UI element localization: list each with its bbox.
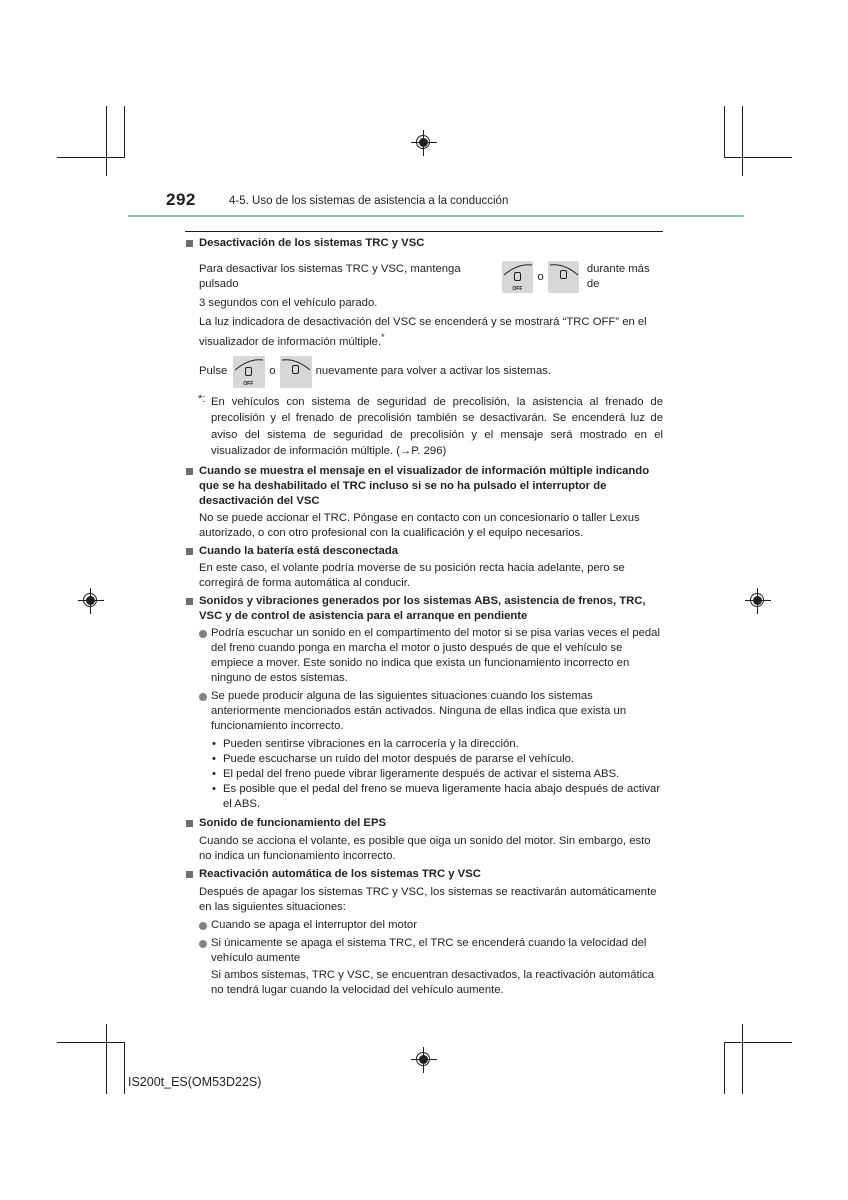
registration-mark-icon xyxy=(745,588,771,614)
registration-mark-icon xyxy=(411,1047,437,1073)
sub-list-item: • Puede escucharse un ruido del motor después de pararse el vehículo. xyxy=(212,752,575,765)
paragraph: Si ambos sistemas, TRC y VSC, se encuentran desactivados, la reactivación automática no tendrá lugar cuando la velocidad del vehículo aumente. xyxy=(211,968,655,996)
vsc-off-button-icon: OFF xyxy=(233,356,265,388)
paragraph: Para desactivar los sistemas TRC y VSC, mantenga pulsado OFF o durante más de xyxy=(199,263,650,292)
square-bullet-icon xyxy=(186,240,193,247)
list-item: Se puede producir alguna de las siguientes situaciones cuando los sistemas anteriormente mencionados están activados. Ninguna de ellas indica que exista un funcionamiento incorrecto. xyxy=(185,689,663,734)
crop-mark xyxy=(106,106,107,176)
header-rule xyxy=(128,215,744,217)
crop-mark xyxy=(742,1024,743,1094)
vsc-off-button-alt-icon xyxy=(280,356,312,388)
crop-mark xyxy=(724,157,792,158)
list-item: Cuando se apaga el interruptor del motor xyxy=(185,918,663,933)
section-heading: Cuando la batería está desconectada xyxy=(185,544,663,559)
round-bullet-icon xyxy=(199,693,207,701)
square-bullet-icon xyxy=(186,871,193,878)
square-bullet-icon xyxy=(186,468,193,475)
document-code: IS200t_ES(OM53D22S) xyxy=(128,1075,262,1089)
footnote: *: En vehículos con sistema de seguridad de precolisión, la asistencia al frenado de precolisión y el frenado de precolisión también se desactivarán. Se encenderá luz de aviso del sistema de seguridad de precolisión y el mensaje será mostrado en el visualizador de información múltiple. (→P. 296) xyxy=(198,392,663,458)
round-bullet-icon xyxy=(199,940,207,948)
vsc-off-button-alt-icon xyxy=(548,261,579,293)
sub-list-item: • Es posible que el pedal del freno se mueva ligeramente hacia abajo después de activar el ABS. xyxy=(212,782,661,810)
paragraph: Cuando se acciona el volante, es posible que oiga un sonido del motor. Sin embargo, esto no indica un funcionamiento incorrecto. xyxy=(199,834,651,862)
crop-mark xyxy=(724,1042,725,1094)
section-title: 4-5. Uso de los sistemas de asistencia a la conducción xyxy=(229,195,509,207)
paragraph: La luz indicadora de desactivación del VSC se encenderá y se mostrará “TRC OFF” en el visualizador de información múltiple.* xyxy=(199,316,647,348)
section-heading: Sonido de funcionamiento del EPS xyxy=(185,816,663,831)
crop-mark xyxy=(57,157,125,158)
crop-mark xyxy=(724,106,725,158)
sub-list-item: • El pedal del freno puede vibrar ligeramente después de activar el sistema ABS. xyxy=(212,767,620,780)
crop-mark xyxy=(742,106,743,176)
list-item: Podría escuchar un sonido en el compartimento del motor si se pisa varias veces el pedal del freno cuando ponga en marcha el motor o justo después de que el vehículo se empiece a mover. Este sonido no indica que exista un funcionamiento incorrecto en ninguno de estos sistemas. xyxy=(185,626,663,686)
section-heading: Cuando se muestra el mensaje en el visualizador de información múltiple indicando que se ha deshabilitado el TRC incluso si se no ha pulsado el interruptor de desactivación del VSC xyxy=(185,464,663,509)
section-heading: Sonidos y vibraciones generados por los sistemas ABS, asistencia de frenos, TRC, VSC y de control de asistencia para el arranque en pendiente xyxy=(185,594,663,624)
round-bullet-icon xyxy=(199,922,207,930)
round-bullet-icon xyxy=(199,630,207,638)
square-bullet-icon xyxy=(186,598,193,605)
content xyxy=(185,236,663,998)
paragraph: Después de apagar los sistemas TRC y VSC, los sistemas se reactivarán automáticamente en las siguientes situaciones: xyxy=(199,885,657,913)
crop-mark xyxy=(106,1024,107,1094)
page-number: 292 xyxy=(166,190,196,209)
crop-mark xyxy=(724,1042,792,1043)
section-heading: Reactivación automática de los sistemas TRC y VSC xyxy=(185,867,663,882)
paragraph: En este caso, el volante podría moverse de su posición recta hacia adelante, pero se corregirá de forma automática al conducir. xyxy=(199,561,625,589)
registration-mark-icon xyxy=(411,130,437,156)
paragraph: Pulse OFF o nuevamente para volver a activar los sistemas. xyxy=(185,356,663,388)
crop-mark xyxy=(124,106,125,158)
paragraph: No se puede accionar el TRC. Póngase en contacto con un concesionario o taller Lexus autorizado, o con otro profesional con la cualificación y el equipo necesarios. xyxy=(199,511,640,539)
crop-mark xyxy=(57,1042,125,1043)
vsc-off-button-icon: OFF xyxy=(502,261,533,293)
paragraph: 3 segundos con el vehículo parado. xyxy=(199,297,378,309)
registration-mark-icon xyxy=(78,588,104,614)
sub-list-item: • Pueden sentirse vibraciones en la carrocería y la dirección. xyxy=(212,737,519,750)
content-top-rule xyxy=(185,231,663,232)
section-heading: Desactivación de los sistemas TRC y VSC xyxy=(185,236,663,251)
list-item: Si únicamente se apaga el sistema TRC, el TRC se encenderá cuando la velocidad del vehículo aumente xyxy=(185,936,663,966)
crop-mark xyxy=(124,1042,125,1094)
square-bullet-icon xyxy=(186,548,193,555)
square-bullet-icon xyxy=(186,820,193,827)
